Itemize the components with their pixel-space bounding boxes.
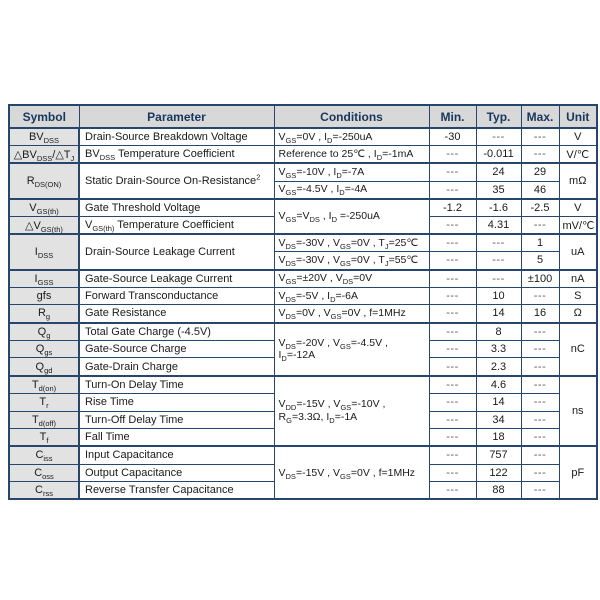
typ-cell: 34 [476,411,521,429]
unit-cell: uA [559,234,597,269]
table-row [9,234,597,252]
table-row [9,323,597,341]
max-cell: 5 [521,252,559,270]
conditions-cell: $V_{DD}=-15V$ , $V_{GS}=-10V$ , $R_G=3.3\Omega$, $I_D=-1A$ [274,376,429,447]
typ-cell: 10 [476,287,521,305]
conditions-cell: $V_{DS}=-20V$ , $V_{GS}=-4.5V$ , $I_D=-12A$ [274,323,429,376]
min-cell: -1.2 [429,199,476,217]
symbol-cell: $R_g$ [9,305,79,323]
typ-cell: --- [476,128,521,146]
table-header-row [9,105,597,128]
min-cell: --- [429,340,476,358]
electrical-characteristics-table [8,104,598,500]
table-row [9,163,597,181]
column-header-parameter: Parameter [79,105,274,128]
symbol-cell: $T_f$ [9,429,79,447]
max-cell: --- [521,146,559,164]
column-header-max: Max. [521,105,559,128]
typ-cell: --- [476,234,521,252]
table-body [9,128,597,499]
unit-cell: V/℃ [559,146,597,164]
typ-cell: -1.6 [476,199,521,217]
column-header-conditions: Conditions [274,105,429,128]
symbol-cell: $I_{GSS}$ [9,270,79,288]
unit-cell: S [559,287,597,305]
typ-cell: 24 [476,163,521,181]
max-cell: --- [521,464,559,482]
typ-cell: 122 [476,464,521,482]
conditions-cell: $V_{DS}=-30V$ , $V_{GS}=0V$ , $T_J=25℃$ [274,234,429,252]
typ-cell: 2.3 [476,358,521,376]
column-header-symbol: Symbol [9,105,79,128]
max-cell: --- [521,446,559,464]
conditions-cell: $V_{DS}=0V$ , $V_{GS}=0V$ , f=1MHz [274,305,429,323]
unit-cell: nC [559,323,597,376]
conditions-cell: $V_{GS}=V_{DS}$ , $I_D =-250uA$ [274,199,429,234]
min-cell: --- [429,287,476,305]
parameter-cell: $V_{GS(th)}$ Temperature Coefficient [79,216,274,234]
symbol-cell: $C_{oss}$ [9,464,79,482]
max-cell: --- [521,358,559,376]
min-cell: --- [429,270,476,288]
max-cell: ±100 [521,270,559,288]
parameter-cell: Gate Threshold Voltage [79,199,274,217]
conditions-cell: $V_{DS}=-5V$ , $I_D=-6A$ [274,287,429,305]
unit-cell: pF [559,446,597,499]
min-cell: -30 [429,128,476,146]
max-cell: --- [521,482,559,500]
typ-cell: --- [476,252,521,270]
typ-cell: 3.3 [476,340,521,358]
symbol-cell: $\triangle BV_{DSS}/\triangle T_J$ [9,146,79,164]
unit-cell: V [559,128,597,146]
parameter-cell: Forward Transconductance [79,287,274,305]
parameter-cell: Drain-Source Leakage Current [79,234,274,269]
parameter-cell: $BV_{DSS}$ Temperature Coefficient [79,146,274,164]
max-cell: 1 [521,234,559,252]
symbol-cell: gfs [9,287,79,305]
min-cell: --- [429,252,476,270]
typ-cell: -0.011 [476,146,521,164]
unit-cell: V [559,199,597,217]
unit-cell: nA [559,270,597,288]
min-cell: --- [429,429,476,447]
conditions-cell: $V_{GS}=0V$ , $I_D=-250uA$ [274,128,429,146]
typ-cell: 14 [476,305,521,323]
table-row [9,146,597,164]
min-cell: --- [429,358,476,376]
parameter-cell: Drain-Source Breakdown Voltage [79,128,274,146]
parameter-cell: Turn-Off Delay Time [79,411,274,429]
typ-cell: 35 [476,181,521,199]
typ-cell: 757 [476,446,521,464]
max-cell: --- [521,323,559,341]
min-cell: --- [429,376,476,394]
max-cell: --- [521,411,559,429]
unit-cell: ns [559,376,597,447]
parameter-cell: Static Drain-Source On-Resistance$^2$ [79,163,274,198]
column-header-min: Min. [429,105,476,128]
symbol-cell: $T_{d(on)}$ [9,376,79,394]
typ-cell: 14 [476,393,521,411]
min-cell: --- [429,146,476,164]
typ-cell: 4.6 [476,376,521,394]
parameter-cell: Turn-On Delay Time [79,376,274,394]
max-cell: --- [521,128,559,146]
conditions-cell: $V_{GS}=-4.5V$ , $I_D=-4A$ [274,181,429,199]
max-cell: --- [521,287,559,305]
min-cell: --- [429,482,476,500]
table-row [9,305,597,323]
typ-cell: 88 [476,482,521,500]
conditions-cell: $V_{GS}=\pm 20V$ , $V_{DS}=0V$ [274,270,429,288]
min-cell: --- [429,305,476,323]
max-cell: --- [521,340,559,358]
typ-cell: 8 [476,323,521,341]
column-header-typ: Typ. [476,105,521,128]
symbol-cell: $\triangle V_{GS(th)}$ [9,216,79,234]
symbol-cell: $R_{DS(ON)}$ [9,163,79,198]
min-cell: --- [429,234,476,252]
symbol-cell: $BV_{DSS}$ [9,128,79,146]
parameter-cell: Gate Resistance [79,305,274,323]
parameter-cell: Gate-Source Charge [79,340,274,358]
max-cell: --- [521,216,559,234]
table-row [9,199,597,217]
max-cell: --- [521,376,559,394]
symbol-cell: $Q_{gs}$ [9,340,79,358]
symbol-cell: $C_{rss}$ [9,482,79,500]
min-cell: --- [429,216,476,234]
symbol-cell: $Q_g$ [9,323,79,341]
unit-cell: Ω [559,305,597,323]
min-cell: --- [429,163,476,181]
parameter-cell: Total Gate Charge (-4.5V) [79,323,274,341]
min-cell: --- [429,411,476,429]
max-cell: 29 [521,163,559,181]
symbol-cell: $Q_{gd}$ [9,358,79,376]
conditions-cell: $V_{DS}=-15V$ , $V_{GS}=0V$ , f=1MHz [274,446,429,499]
min-cell: --- [429,181,476,199]
parameter-cell: Gate-Source Leakage Current [79,270,274,288]
parameter-cell: Input Capacitance [79,446,274,464]
parameter-cell: Reverse Transfer Capacitance [79,482,274,500]
symbol-cell: $I_{DSS}$ [9,234,79,269]
table-row [9,376,597,394]
typ-cell: --- [476,270,521,288]
typ-cell: 18 [476,429,521,447]
conditions-cell: Reference to 25℃ , $I_D=-1mA$ [274,146,429,164]
conditions-cell: $V_{DS}=-30V$ , $V_{GS}=0V$ , $T_J=55℃$ [274,252,429,270]
min-cell: --- [429,446,476,464]
parameter-cell: Fall Time [79,429,274,447]
min-cell: --- [429,464,476,482]
symbol-cell: $V_{GS(th)}$ [9,199,79,217]
table-row [9,446,597,464]
max-cell: 16 [521,305,559,323]
max-cell: --- [521,393,559,411]
parameter-cell: Rise Time [79,393,274,411]
max-cell: -2.5 [521,199,559,217]
column-header-unit: Unit [559,105,597,128]
typ-cell: 4.31 [476,216,521,234]
unit-cell: mV/℃ [559,216,597,234]
parameter-cell: Output Capacitance [79,464,274,482]
parameter-cell: Gate-Drain Charge [79,358,274,376]
max-cell: --- [521,429,559,447]
min-cell: --- [429,393,476,411]
table-row [9,287,597,305]
symbol-cell: $C_{iss}$ [9,446,79,464]
table-row [9,128,597,146]
symbol-cell: $T_r$ [9,393,79,411]
symbol-cell: $T_{d(off)}$ [9,411,79,429]
min-cell: --- [429,323,476,341]
max-cell: 46 [521,181,559,199]
table-row [9,270,597,288]
unit-cell: mΩ [559,163,597,198]
conditions-cell: $V_{GS}=-10V$ , $I_D=-7A$ [274,163,429,181]
